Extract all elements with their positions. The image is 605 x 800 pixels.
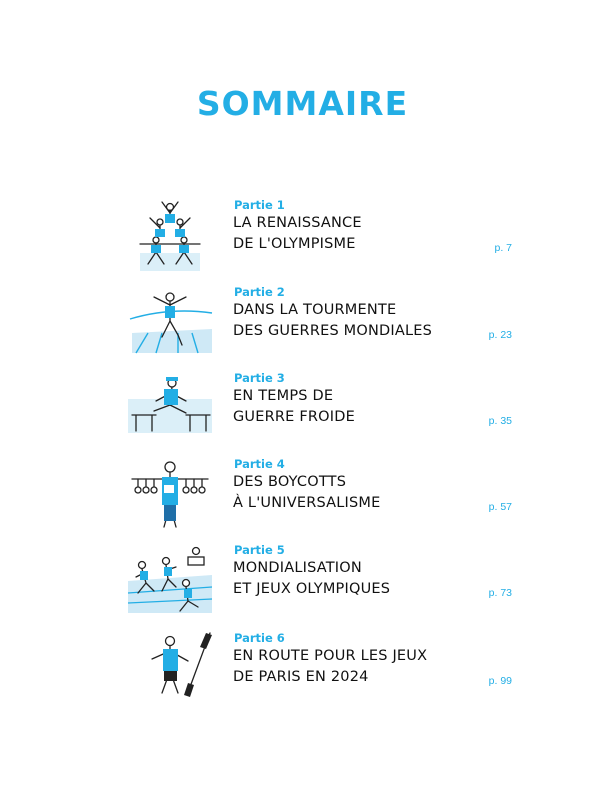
chapter-title-line-2: GUERRE FROIDE xyxy=(233,409,355,425)
chapter-title-line-2: DE PARIS EN 2024 xyxy=(233,669,369,685)
canoeist-paddle-icon xyxy=(126,631,214,707)
chapter-title-line-2: ET JEUX OLYMPIQUES xyxy=(233,581,391,597)
page-number: p. 35 xyxy=(488,415,512,427)
athlete-medals-icon xyxy=(126,457,214,533)
chapter-title-line-1: EN ROUTE POUR LES JEUX xyxy=(233,648,428,664)
chapter-title-line-1: DANS LA TOURMENTE xyxy=(233,302,397,318)
part-label: Partie 3 xyxy=(234,371,285,385)
chapter-title-line-2: DES GUERRES MONDIALES xyxy=(233,323,433,339)
toc-entry-6[interactable] xyxy=(0,631,605,711)
page-number: p. 7 xyxy=(494,242,512,254)
page-title: SOMMAIRE xyxy=(196,84,409,123)
part-label: Partie 6 xyxy=(234,631,285,645)
toc-entry-3[interactable] xyxy=(0,371,605,451)
pyramid-athletes-icon xyxy=(126,198,214,274)
toc-entry-5[interactable] xyxy=(0,543,605,623)
chapter-title-line-1: MONDIALISATION xyxy=(233,560,362,576)
chapter-title-line-1: DES BOYCOTTS xyxy=(233,474,347,490)
part-label: Partie 2 xyxy=(234,285,285,299)
part-label: Partie 4 xyxy=(234,457,285,471)
track-race-icon xyxy=(126,543,214,619)
toc-entry-1[interactable] xyxy=(0,198,605,278)
chapter-title-line-2: À L'UNIVERSALISME xyxy=(233,495,381,511)
chapter-title-line-2: DE L'OLYMPISME xyxy=(233,236,356,252)
toc-entry-4[interactable] xyxy=(0,457,605,537)
chapter-title-line-1: LA RENAISSANCE xyxy=(233,215,362,231)
part-label: Partie 5 xyxy=(234,543,285,557)
toc-entry-2[interactable] xyxy=(0,285,605,365)
page-number: p. 57 xyxy=(488,501,512,513)
hurdler-icon xyxy=(126,371,214,447)
chapter-title-line-1: EN TEMPS DE xyxy=(233,388,334,404)
runner-finish-line-icon xyxy=(126,285,214,361)
page-number: p. 73 xyxy=(488,587,512,599)
page-number: p. 23 xyxy=(488,329,512,341)
page-number: p. 99 xyxy=(488,675,512,687)
part-label: Partie 1 xyxy=(234,198,285,212)
